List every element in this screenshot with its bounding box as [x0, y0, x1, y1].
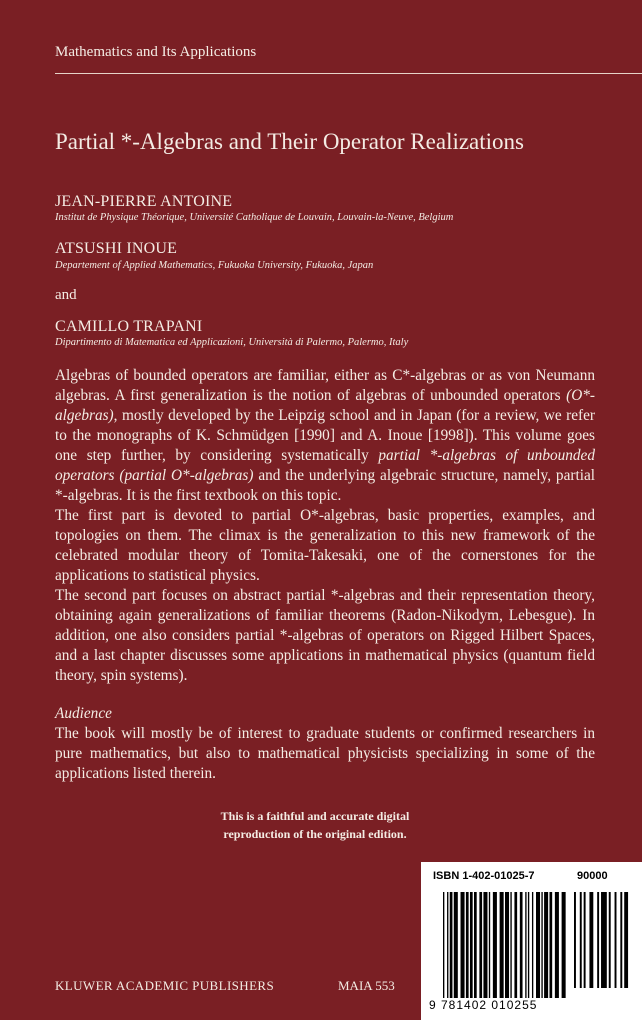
barcode-bar — [615, 892, 617, 988]
barcode-bar — [589, 892, 593, 988]
notice-line-1: This is a faithful and accurate digital — [220, 809, 410, 823]
description-paragraph-1 — [55, 366, 595, 506]
barcode-bar — [447, 892, 448, 998]
book-title: Partial *-Algebras and Their Operator Realizations — [55, 129, 524, 154]
author-affiliation-3: Dipartimento di Matematica ed Applicazioni, Università di Palermo, Palermo, Italy — [55, 337, 409, 348]
barcode-bar — [624, 892, 628, 988]
barcode-bar — [555, 892, 559, 998]
barcode-main-bars — [443, 892, 567, 998]
audience-text: The book will mostly be of interest to graduate students or confirmed researchers in pure mathematics, but also to mathematical physicists specializing in some of the applications listed therein. — [55, 725, 595, 782]
barcode-addon-bars — [574, 892, 630, 988]
audience-heading: Audience — [55, 705, 112, 722]
barcode-bar — [474, 892, 477, 998]
barcode-bar — [584, 892, 586, 988]
barcode-bar — [601, 892, 607, 988]
barcode-bar — [528, 892, 529, 998]
barcode-bar — [461, 892, 465, 998]
description-paragraph-3: The second part focuses on abstract partial *-algebras and their representation theory, obtaining again generalizations of familiar theorems (Radon-Nikodym, Lebesgue). In addition, one also considers partial *-algebras of operators on Rigged Hilbert Spaces, and a last chapter discusses some applications in mathematical physics (quantum field theory, spin systems). — [55, 587, 595, 684]
barcode-bar — [549, 892, 552, 998]
series-divider — [55, 73, 642, 74]
p1-text-b: , mostly developed by the Leipzig school and in Japan (for a review, we refer to the monographs of K. Schmüdgen [1990] and A. Inoue [1998]). This volume goes one step further, by considering systematically — [55, 407, 595, 464]
barcode-bar — [562, 892, 566, 998]
barcode-bar — [470, 892, 473, 998]
barcode-bar — [493, 892, 497, 998]
series-number: MAIA 553 — [338, 978, 395, 993]
isbn-label: ISBN 1-402-01025-7 — [433, 870, 535, 882]
barcode-bar — [500, 892, 504, 998]
and-word: and — [55, 287, 77, 303]
barcode-bar — [541, 892, 542, 998]
reproduction-notice — [180, 807, 450, 843]
barcode-bar — [597, 892, 599, 988]
barcode-bar — [532, 892, 533, 998]
barcode-bar — [620, 892, 622, 988]
barcode-bar — [443, 892, 444, 998]
barcode-bar — [510, 892, 511, 998]
barcode-bar — [574, 892, 576, 988]
barcode-digits: 9 781402 010255 — [429, 998, 538, 1012]
barcode-bar — [544, 892, 548, 998]
description — [55, 366, 595, 784]
p1-text-a: Algebras of bounded operators are familiar, either as C*-algebras or as von Neumann algebras. A first generalization is the notion of algebras of unbounded operators — [55, 367, 595, 404]
barcode-bar — [609, 892, 611, 988]
series-name: Mathematics and Its Applications — [55, 44, 257, 60]
p1-text-c: and the underlying algebraic structure, namely, partial *-algebras. It is the first textbook on this topic. — [55, 467, 595, 504]
barcode-bar — [454, 892, 458, 998]
author-name-1: JEAN-PIERRE ANTOINE — [55, 193, 233, 210]
description-paragraph-2: The first part is devoted to partial O*-algebras, basic properties, examples, and topologies on them. The climax is the generalization to this new framework of the celebrated modular theory of Tomita-Takesaki, one of the cornerstones for the applications to statistical physics. — [55, 507, 595, 584]
barcode-bar — [580, 892, 582, 988]
barcode-bar — [450, 892, 453, 998]
barcode-bar — [520, 892, 523, 998]
barcode-bar — [489, 892, 490, 998]
barcode-bar — [525, 892, 526, 998]
barcode-bar — [479, 892, 482, 998]
barcode-bar — [536, 892, 540, 998]
author-name-3: CAMILLO TRAPANI — [55, 318, 203, 335]
p1-emphasis-2: partial *-algebras of unbounded operators (partial O*-algebras) — [55, 447, 595, 484]
price-code: 90000 — [577, 870, 608, 882]
author-affiliation-1: Institut de Physique Théorique, Université Catholique de Louvain, Louvain-la-Neuve, Belgium — [55, 212, 454, 223]
author-name-2: ATSUSHI INOUE — [55, 240, 178, 257]
barcode-panel — [421, 862, 642, 1020]
barcode-bar — [483, 892, 487, 998]
author-affiliation-2: Departement of Applied Mathematics, Fukuoka University, Fukuoka, Japan — [55, 260, 374, 271]
barcode-bar — [505, 892, 509, 998]
barcode-bar — [514, 892, 517, 998]
notice-line-2: reproduction of the original edition. — [223, 827, 407, 841]
publisher-name: KLUWER ACADEMIC PUBLISHERS — [55, 978, 275, 993]
barcode-bar — [466, 892, 469, 998]
p1-emphasis-1: (O*-algebras) — [55, 387, 595, 424]
